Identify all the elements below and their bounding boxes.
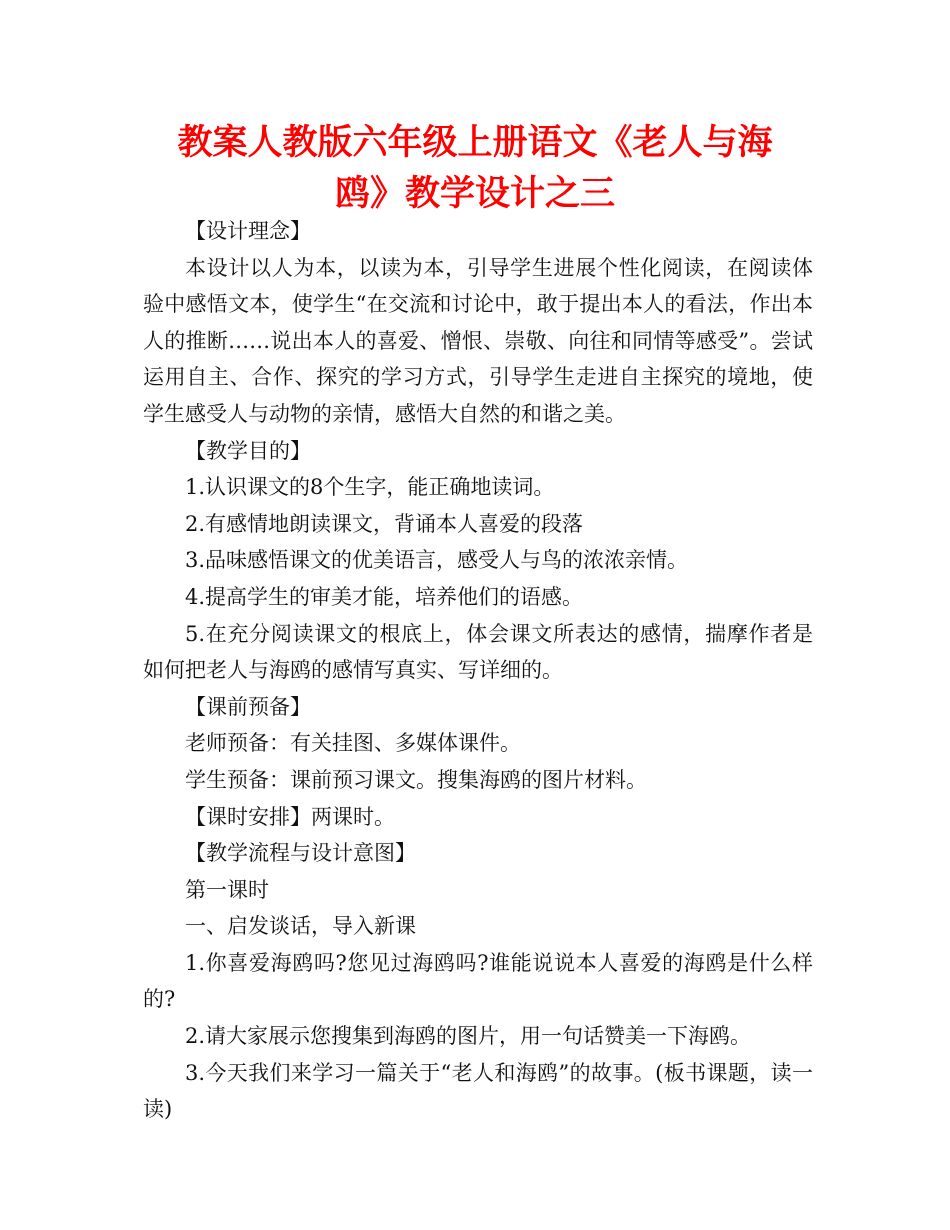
goal-item-4: 4.提高学生的审美才能，培养他们的语感。 [185,584,584,609]
document-title [140,118,810,220]
step-item-2: 2.请大家展示您搜集到海鸥的图片，用一句话赞美一下海鸥。 [185,1024,752,1049]
step-item-1: 1.你喜爱海鸥吗?您见过海鸥吗?谁能说说本人喜爱的海鸥是什么样的? [143,950,813,1012]
preparation-student: 学生预备：课前预习课文。搜集海鸥的图片材料。 [185,767,647,792]
step-heading-1: 一、启发谈话，导入新课 [185,914,416,939]
preparation-teacher: 老师预备：有关挂图、多媒体课件。 [185,731,521,756]
section-heading-teaching-goals: 【教学目的】 [185,438,311,463]
goal-item-3: 3.品味感悟课文的优美语言，感受人与鸟的浓浓亲情。 [185,548,689,573]
section-heading-design-concept: 【设计理念】 [185,219,311,243]
lesson-heading-first: 第一课时 [185,877,269,902]
section-heading-process: 【教学流程与设计意图】 [185,841,416,866]
step-item-3: 3.今天我们来学习一篇关于“老人和海鸥”的故事。(板书课题，读一读) [143,1060,813,1122]
section-heading-schedule: 【课时安排】两课时。 [185,804,395,829]
goal-item-5: 5.在充分阅读课文的根底上，体会课文所表达的感情，揣摩作者是如何把老人与海鸥的感情写真实、写详细的。 [143,621,813,683]
document-body [143,213,813,1128]
section-heading-preparation: 【课前预备】 [185,694,311,719]
title-line-1: 教案人教版六年级上册语文《老人与海 [177,123,773,163]
goal-item-1: 1.认识课文的8个生字，能正确地读词。 [185,475,555,500]
paragraph-design-concept: 本设计以人为本，以读为本，引导学生进展个性化阅读，在阅读体验中感悟文本，使学生“在交流和讨论中，敢于提出本人的看法，作出本人的推断……说出本人的喜爱、憎恨、崇敬、向往和同情等感受”。尝试运用自主、合作、探究的学习方式，引导学生走进自主探究的境地，使学生感受人与动物的亲情，感悟大自然的和谐之美。 [143,255,813,426]
goal-item-2: 2.有感情地朗读课文，背诵本人喜爱的段落 [185,511,584,536]
title-line-2: 鸥》教学设计之三 [334,174,615,214]
